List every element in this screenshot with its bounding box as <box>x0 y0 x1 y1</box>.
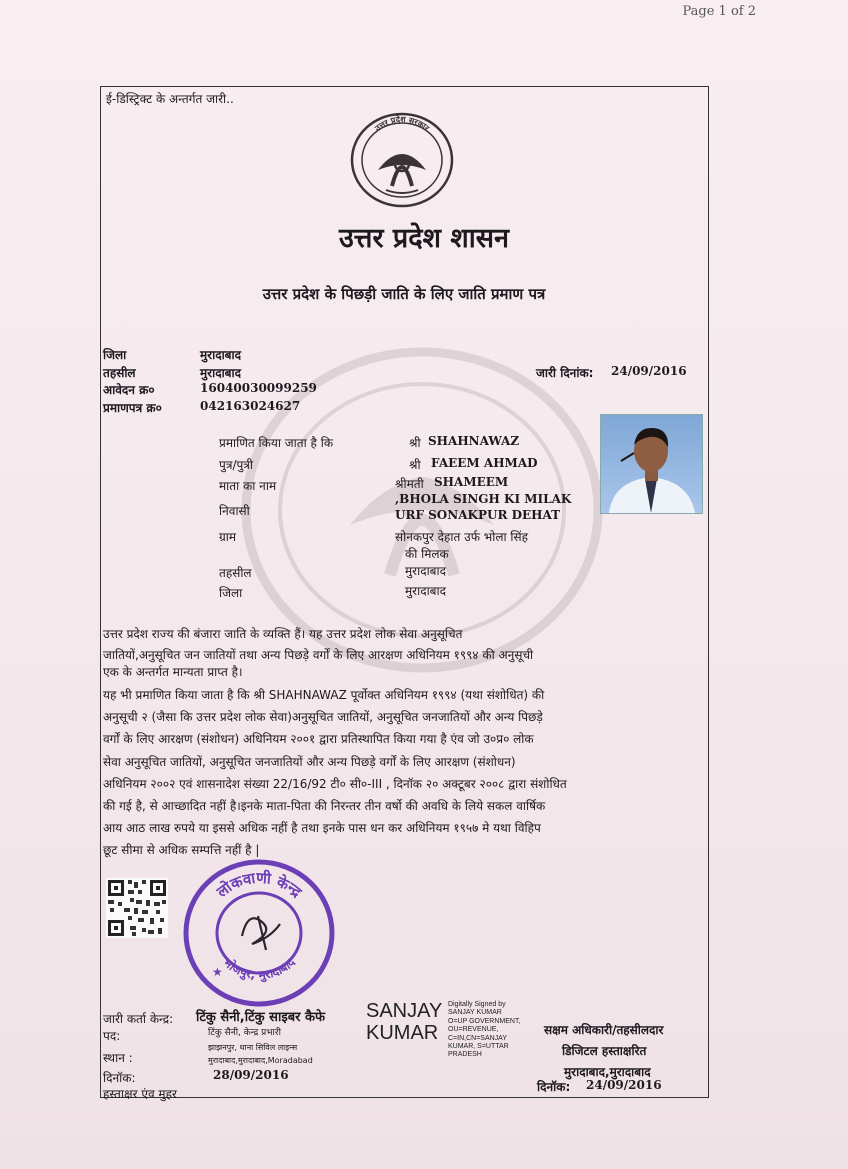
place-line2: मुरादाबाद,मुरादाबाद,Moradabad <box>208 1056 313 1065</box>
person-tehsil-value: मुरादाबाद <box>405 564 447 578</box>
paragraph-line: यह भी प्रमाणित किया जाता है कि श्री SHAHNAWAZ पूर्वोक्त अधिनियम १९९४ (यथा संशोधित) की <box>103 688 545 702</box>
up-government-emblem-icon <box>350 112 454 208</box>
svg-text:भोजपुर, मुरादाबाद <box>220 955 298 983</box>
government-title: उत्तर प्रदेश शासन <box>339 223 509 254</box>
residence-line2: URF SONAKPUR DEHAT <box>395 508 561 522</box>
certificate-number-value: 042163024627 <box>200 399 301 413</box>
office-stamp-icon <box>182 858 336 1008</box>
paragraph-line: एक के अन्तर्गत मान्यता प्राप्त है। <box>103 665 243 679</box>
residence-label: निवासी <box>219 504 250 518</box>
certification-paragraph <box>103 684 703 862</box>
caste-paragraph <box>103 624 703 679</box>
application-number-value: 16040030099259 <box>200 381 317 395</box>
relation-label: पुत्र/पुत्री <box>219 458 254 472</box>
person-tehsil-label: तहसील <box>219 566 252 580</box>
footer-date-value: 28/09/2016 <box>213 1068 289 1082</box>
post-value: टिंकु सैनी, केन्द्र प्रभारी <box>208 1028 281 1038</box>
paragraph-line: वर्गों के लिए आरक्षण (संशोधन) अधिनियम २००१ द्वारा प्रतिस्थापित किया गया है एंव जो उ०प्र० लोक <box>103 732 534 747</box>
paragraph-line: छूट सीमा से अधिक सम्पत्ति नहीं है | <box>103 843 260 858</box>
authority-place: मुरादाबाद,मुरादाबाद <box>564 1065 651 1079</box>
name-prefix: श्री <box>409 436 421 450</box>
applicant-photo <box>600 414 703 514</box>
mother-name: SHAMEEM <box>434 475 509 489</box>
issue-date-label: जारी दिनांक: <box>536 366 594 380</box>
certificate-title: उत्तर प्रदेश के पिछड़ी जाति के लिए जाति प्रमाण पत्र <box>262 285 546 303</box>
district-label: जिला <box>103 348 127 362</box>
tehsil-label: तहसील <box>103 366 136 380</box>
certified-label: प्रमाणित किया जाता है कि <box>219 436 334 450</box>
mother-prefix: श्रीमती <box>395 477 424 491</box>
signature-detail-line: SANJAY KUMAR <box>448 1009 502 1017</box>
father-name: FAEEM AHMAD <box>431 456 538 470</box>
tehsil-value: मुरादाबाद <box>200 366 242 380</box>
applicant-portrait-icon <box>601 415 702 513</box>
district-value: मुरादाबाद <box>200 348 242 362</box>
paragraph-line: अधिनियम २००२ एवं शासनादेश संख्या 22/16/92 टी० सी०-III , दिनॉक २० अक्टूबर २००८ द्वारा संशोधित <box>103 776 567 791</box>
signature-detail-line: PRADESH <box>448 1051 482 1059</box>
paragraph-line: सेवा अनुसूचित जातियों, अनुसूचित जनजातियों और अन्य पिछड़े वर्गों के लिए आरक्षण (संशोधन) <box>103 754 516 769</box>
signer-name-line2: KUMAR <box>366 1022 439 1044</box>
issue-date-value: 24/09/2016 <box>611 364 687 378</box>
certificate-number-label: प्रमाणपत्र क्र० <box>103 401 162 415</box>
issuing-centre-value: टिंकु सैनी,टिंकु साइबर कैफे <box>196 1010 325 1025</box>
signature-detail-line: O=UP GOVERNMENT, <box>448 1017 521 1025</box>
village-line1: सोनकपुर देहात उर्फ भोला सिंह <box>395 530 528 544</box>
residence-line1: ,BHOLA SINGH KI MILAK <box>395 492 572 506</box>
svg-text:लोकवाणी केन्द्र <box>212 869 305 902</box>
emblem-text: उत्तर प्रदेश सरकार <box>373 114 431 133</box>
village-label: ग्राम <box>219 530 237 544</box>
post-label: पद: <box>103 1029 121 1043</box>
signature-detail-line: Digitally Signed by <box>448 1001 506 1008</box>
signature-detail-line: C=IN,CN=SANJAY <box>448 1034 507 1042</box>
stamp-top-text: लोकवाणी केन्द्र <box>213 868 306 902</box>
application-number-label: आवेदन क्र० <box>103 383 155 397</box>
stamp-bottom-text: भोजपुर, मुरादाबाद <box>220 954 298 983</box>
place-label: स्थान : <box>103 1051 133 1065</box>
place-line1: झाझनपुर, थाना सिविल लाइन्स <box>208 1043 298 1052</box>
footer-date-label: दिनॉक: <box>103 1071 136 1085</box>
authority-signature: डिजिटल हस्ताक्षरित <box>562 1044 647 1058</box>
digital-signer-name <box>366 1000 442 1044</box>
authority-date-label: दिनॉक: <box>537 1080 571 1094</box>
qr-code-icon[interactable] <box>106 878 168 938</box>
paragraph-line: अनुसूची २ (जैसा कि उत्तर प्रदेश लोक सेवा)अनुसूचित जातियों, अनुसूचित जनजातियों और अन्य पिछड़े <box>103 710 543 725</box>
signature-seal-label: हस्ताक्षर एंव मुहर <box>103 1087 177 1101</box>
village-line2: की मिलक <box>405 547 449 561</box>
signer-name-line1: SANJAY <box>366 1000 443 1022</box>
authority-date-value: 24/09/2016 <box>586 1078 662 1092</box>
applicant-name: SHAHNAWAZ <box>428 434 520 448</box>
father-prefix: श्री <box>409 458 421 472</box>
page-number: Page 1 of 2 <box>682 4 756 19</box>
issued-under-label: ई-डिस्ट्रिक्ट के अन्तर्गत जारी.. <box>106 92 234 106</box>
paragraph-line: उत्तर प्रदेश राज्य की बंजारा जाति के व्यक्ति हैं। यह उत्तर प्रदेश लोक सेवा अनुसूचित <box>103 627 463 641</box>
mother-label: माता का नाम <box>219 479 277 493</box>
signature-detail-line: KUMAR, S=UTTAR <box>448 1043 509 1051</box>
paragraph-line: जातियों,अनुसूचित जन जातियों तथा अन्य पिछड़े वर्गों के लिए आरक्षण अधिनियम १९९४ की अनुसूची <box>103 647 534 662</box>
paragraph-line: आय आठ लाख रुपये या इससे अधिक नहीं है तथा इनके पास धन कर अधिनियम १९५७ मे यथा विहिप <box>103 821 541 836</box>
signature-detail-line: OU=REVENUE, <box>448 1026 499 1034</box>
authority-title: सक्षम अधिकारी/तहसीलदार <box>544 1023 664 1037</box>
person-district-label: जिला <box>219 586 243 600</box>
person-district-value: मुरादाबाद <box>405 584 447 598</box>
svg-text:★: ★ <box>212 965 223 979</box>
paragraph-line: की गई है, से आच्छादित नहीं है।इनके माता-पिता की निरन्तर तीन वर्षो की अवधि के लिये सकल वार्षिक <box>103 799 546 814</box>
issuing-centre-label: जारी कर्ता केन्द्र: <box>103 1012 174 1026</box>
digital-signature-details <box>448 1001 520 1060</box>
